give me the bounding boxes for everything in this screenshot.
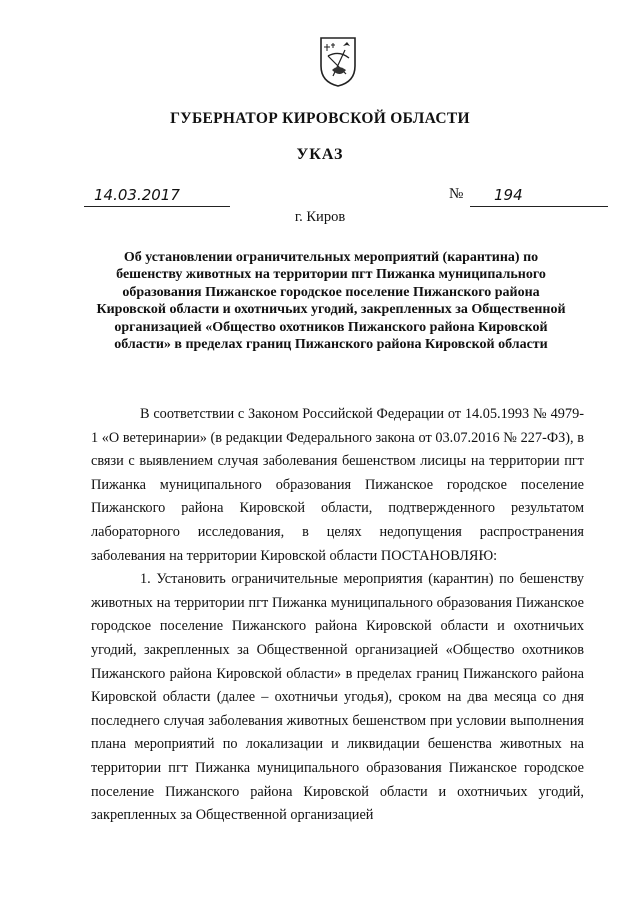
document-date: 14.03.2017 — [84, 186, 230, 207]
kirov-coat-of-arms-icon — [319, 36, 357, 88]
authority-title: ГУБЕРНАТОР КИРОВСКОЙ ОБЛАСТИ — [170, 110, 470, 127]
document-number: 194 — [470, 186, 608, 207]
city: г. Киров — [294, 209, 346, 225]
number-label: № — [449, 186, 464, 202]
document-subject: Об установлении ограничительных мероприятий (карантина) по бешенству животных на территории пгт Пижанка муниципального образования Пижанское городское поселение Пижанского района Кировской области и охотничьих угодий, закрепленных за Общественной организацией «Общество охотников Пижанского района Кировской области» в пределах границ Пижанского района Кировской области — [96, 250, 566, 353]
paragraph-item-1: 1. Установить ограничительные мероприятия (карантин) по бешенству животных на территории пгт Пижанка муниципального образования Пижанское городское поселение Пижанского района Кировской области и охотничьих угодий, закрепленных за Общественной организацией «Общество охотников Пижанского района Кировской области» в пределах границ Пижанского района Кировской области (далее – охотничьи угодья), сроком на два месяца со дня последнего случая заболевания животных бешенством при условии выполнения плана мероприятий по локализации и ликвидации бешенства животных на территории пгт Пижанка муниципального образования Пижанское городское поселение Пижанского района Кировской области и охотничьих угодий, закрепленных за Общественной организацией — [91, 571, 584, 824]
document-body — [91, 403, 584, 828]
document-type: УКАЗ — [296, 146, 344, 163]
paragraph-preamble: В соответствии с Законом Российской Федерации от 14.05.1993 № 4979-1 «О ветеринарии» (в редакции Федерального закона от 03.07.2016 № 227-ФЗ), в связи с выявлением случая заболевания бешенством лисицы на территории пгт Пижанка муниципального образования Пижанское городское поселение Пижанского района Кировской области, подтвержденного результатом лабораторного исследования, в целях недопущения распространения заболевания на территории Кировской области ПОСТАНОВЛЯЮ: — [91, 406, 584, 564]
